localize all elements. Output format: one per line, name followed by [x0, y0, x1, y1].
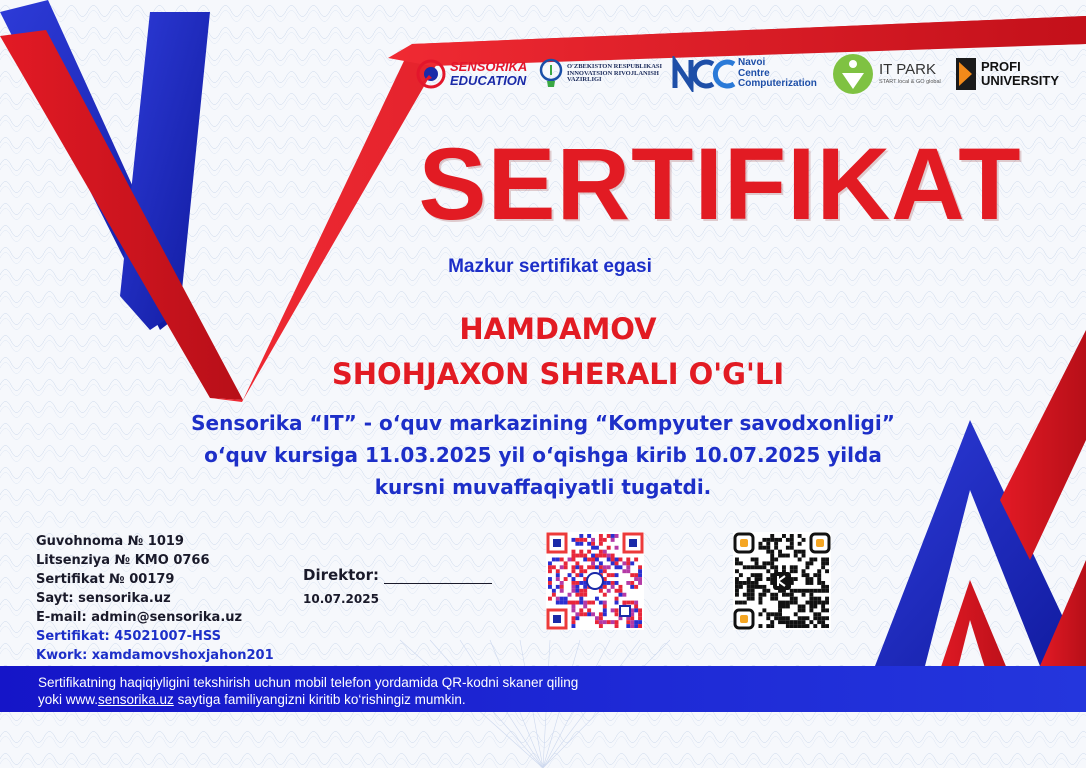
sensorika-emblem-icon [416, 59, 446, 89]
signature-line [384, 569, 492, 584]
itpark-emblem-icon [832, 53, 874, 95]
sertifikat-code: Sertifikat: 45021007-HSS [36, 629, 222, 644]
profi-emblem-icon [955, 56, 977, 92]
body-line-2: o‘quv kursiga 11.03.2025 yil o‘qishga kirib 10.07.2025 yilda [204, 443, 882, 467]
ministry-logo-line1: O'ZBEKISTON RESPUBLIKASI [567, 62, 663, 70]
email: E-mail: admin@sensorika.uz [36, 610, 243, 625]
ncc-logo-line2: Centre [738, 67, 770, 79]
profi-logo-line2: UNIVERSITY [981, 73, 1060, 88]
kwork-id: Kwork: xamdamovshoxjahon201 [36, 648, 274, 663]
holder-given-name: SHOHJAXON SHERALI O'G'LI [331, 357, 785, 391]
litsenziya-number: Litsenziya № KMO 0766 [36, 553, 210, 568]
itpark-logo-line1: IT PARK [879, 61, 936, 79]
certificate-title: SERTIFIKAT [418, 127, 1022, 241]
ncc-logo-line1: Navoi [738, 57, 766, 69]
profi-logo [955, 52, 1080, 96]
sensorika-website-link[interactable]: sensorika.uz [98, 692, 174, 707]
footer-instruction-line2 [38, 691, 738, 708]
itpark-logo [832, 52, 950, 96]
ministry-logo-line2: INNOVATSION RIVOJLANISH [567, 69, 659, 77]
profi-logo-line1: PROFI [981, 59, 1021, 75]
body-line-1: Sensorika “IT” - o‘quv markazining “Kompyuter savodxonligi” [191, 411, 895, 435]
guvohnoma-number: Guvohnoma № 1019 [36, 534, 184, 549]
holder-surname: HAMDAMOV [459, 312, 657, 346]
lightbulb-icon [538, 57, 564, 91]
body-line-3: kursni muvaffaqiyatli tugatdi. [374, 475, 712, 499]
director-label: Direktor: [303, 566, 380, 584]
director-signature [303, 566, 503, 606]
ncc-emblem-icon [672, 56, 736, 92]
sensorika-logo-line1: SENSORIKA [450, 59, 528, 75]
itpark-logo-line2: START local & GO global [879, 78, 941, 85]
ncc-logo-line3: Computerization [738, 78, 817, 90]
sensorika-logo-line2: EDUCATION [450, 73, 527, 88]
footer-line2-suffix: saytiga familiyangizni kiritib ko‘rishingiz mumkin. [173, 692, 466, 707]
director-date: 10.07.2025 [303, 592, 379, 606]
qr-code-kwork[interactable] [733, 532, 831, 630]
sensorika-logo [416, 52, 534, 96]
ministry-logo-line3: VAZIRLIGI [567, 76, 602, 84]
sertifikat-number: Sertifikat № 00179 [36, 572, 175, 587]
footer-banner [0, 666, 1086, 712]
certificate-details [36, 532, 326, 665]
ministry-logo [538, 52, 668, 96]
ncc-logo [672, 52, 830, 96]
footer-line2-prefix: yoki www. [38, 692, 99, 707]
website: Sayt: sensorika.uz [36, 591, 171, 606]
footer-instruction-line1: Sertifikatning haqiqiyligini tekshirish uchun mobil telefon yordamida QR-kodni skaner qiling [38, 675, 579, 690]
qr-code-colored[interactable] [546, 532, 644, 630]
certificate-intro: Mazkur sertifikat egasi [448, 256, 652, 277]
